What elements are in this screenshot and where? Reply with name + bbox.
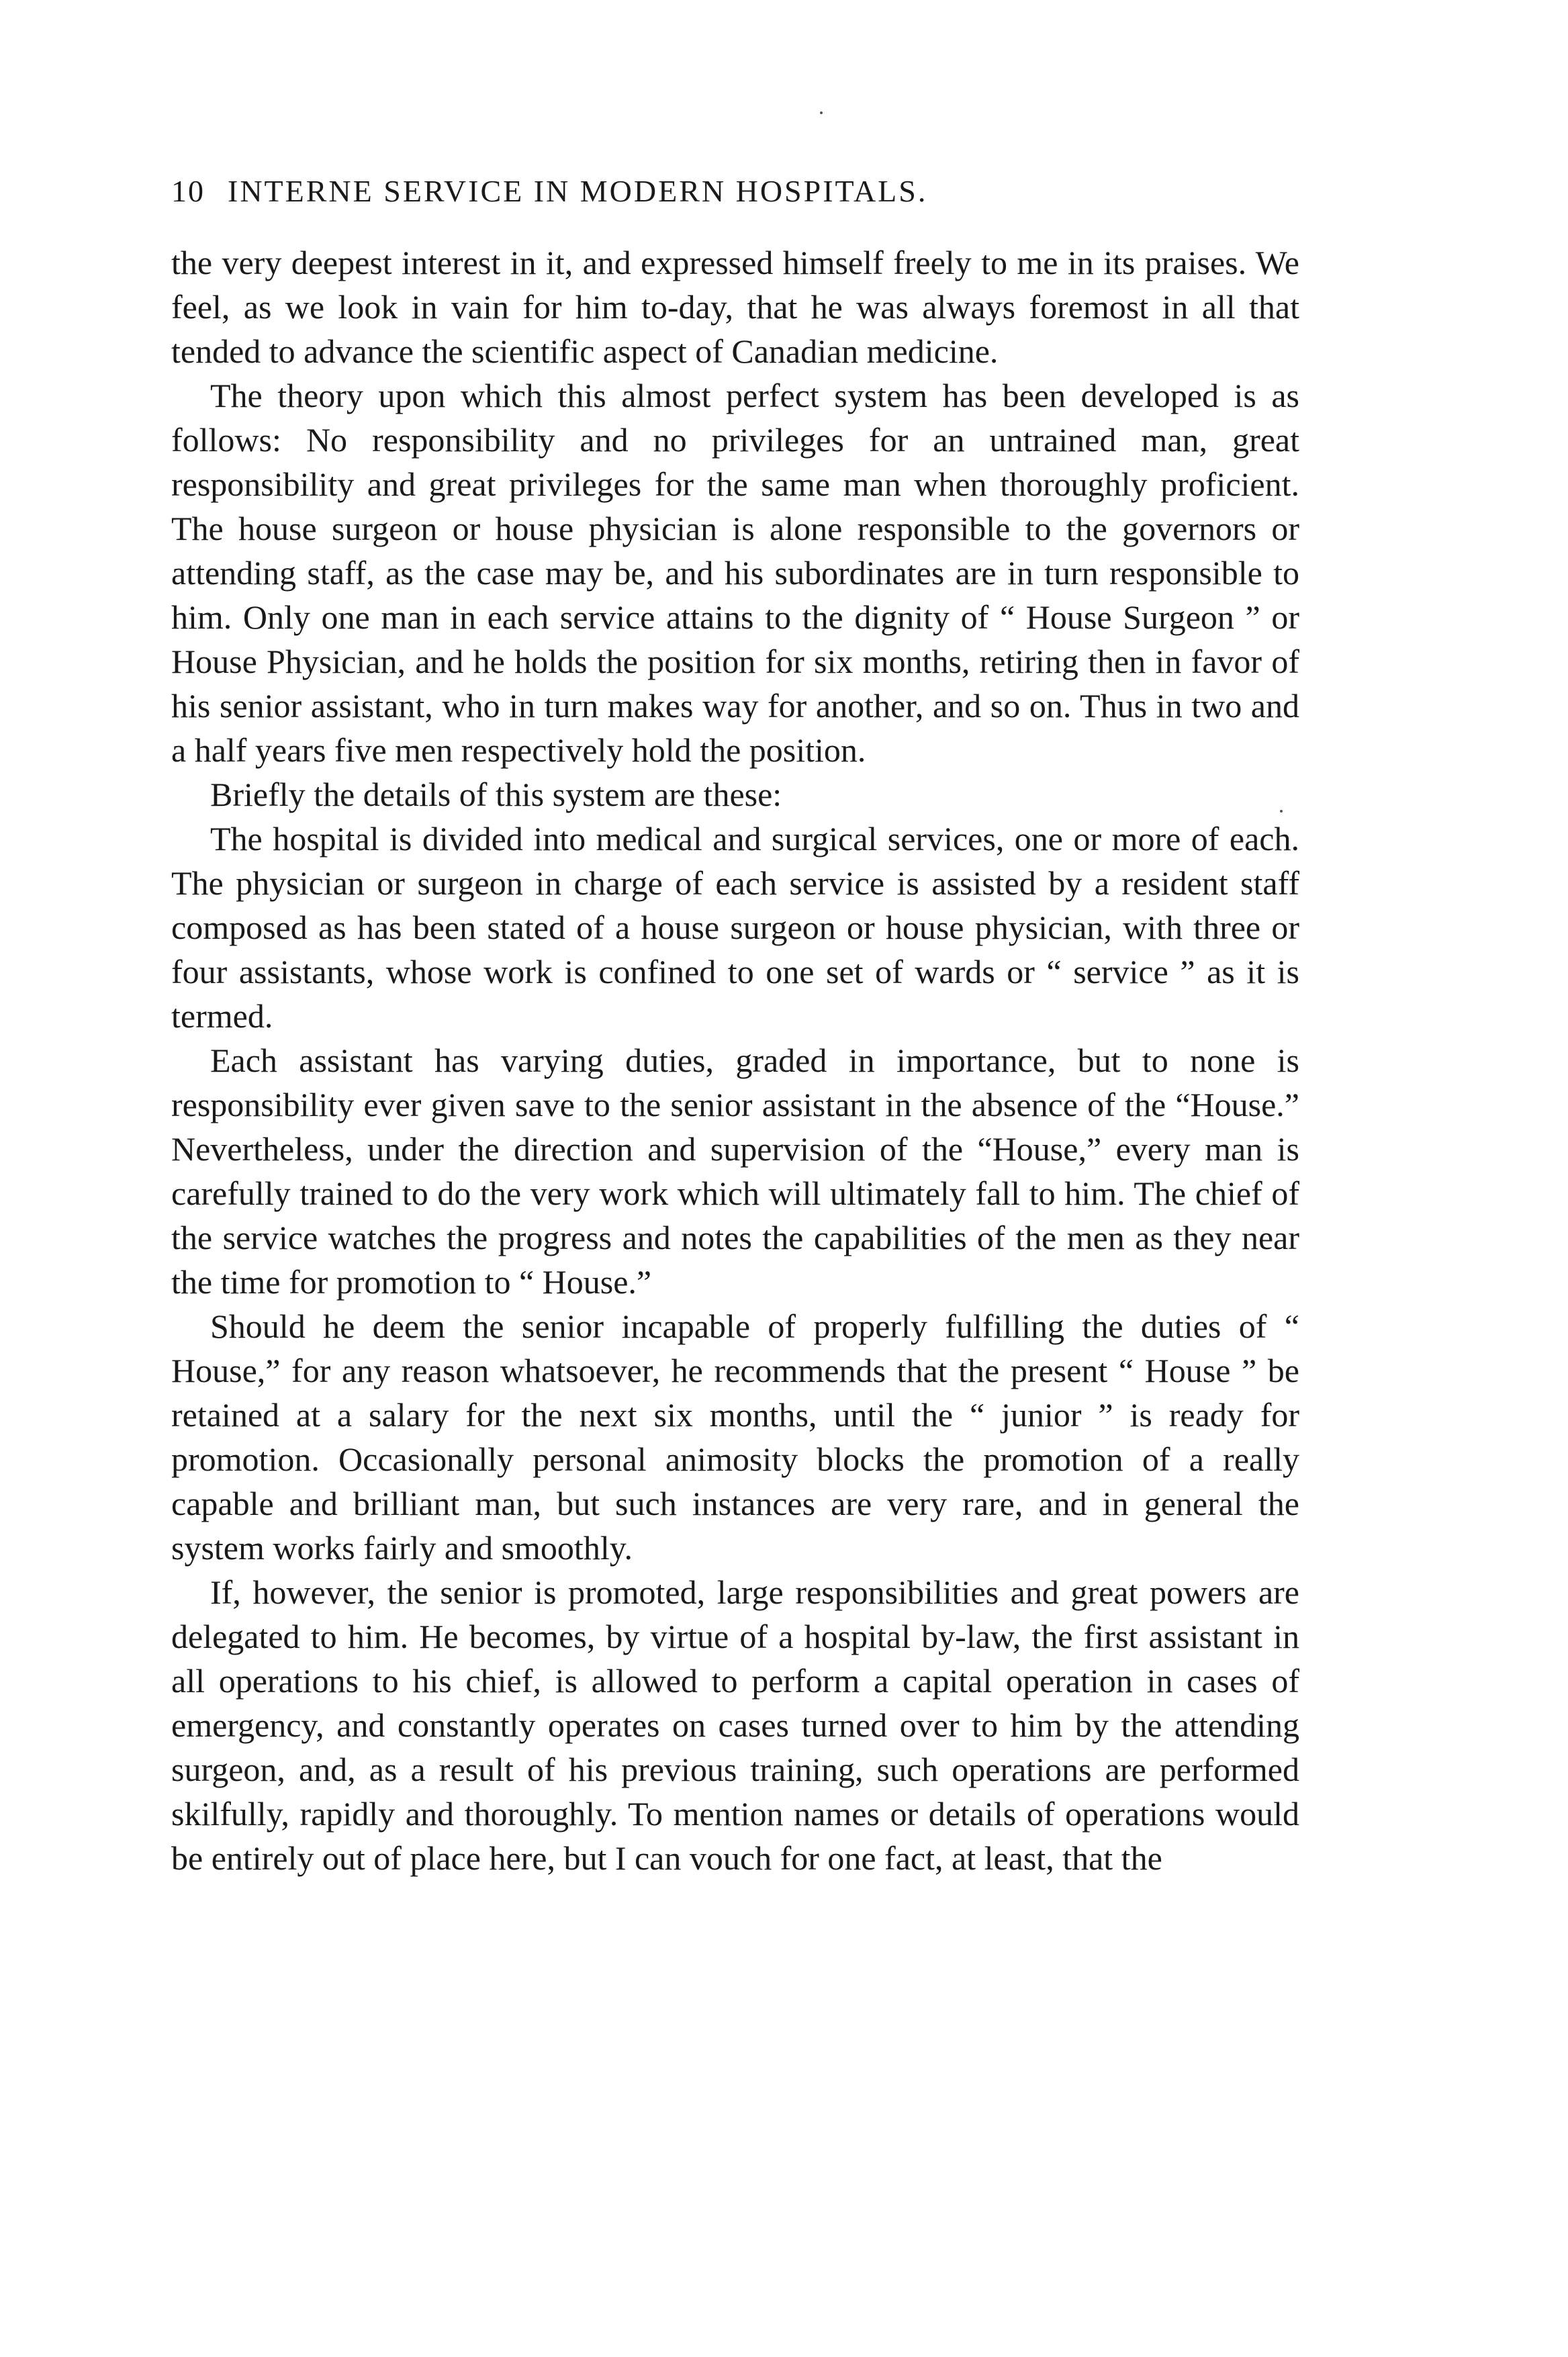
paragraph: The theory upon which this almost perfect system has been developed is as follows: No responsibility and no privileges for an untrained man, great responsibility and great privileges for the same man when thoroughly proficient. The house surgeon or house physician is alone responsible to the governors or attending staff, as the case may be, and his subordinates are in turn responsible to him. Only one man in each service attains to the dignity of “ House Surgeon ” or House Physician, and he holds the position for six months, retiring then in favor of his senior assistant, who in turn makes way for another, and so on. Thus in two and a half years five men respectively hold the position. xyxy=(171,377,1299,769)
paragraph: If, however, the senior is promoted, large responsibilities and great powers are delegated to him. He becomes, by virtue of a hospital by-law, the first assistant in all operations to his chief, is allowed to perform a capital operation in cases of emergency, and constantly operates on cases turned over to him by the attending surgeon, and, as a result of his previous training, such operations are performed skilfully, rapidly and thoroughly. To mention names or details of operations would be entirely out of place here, but I can vouch for one fact, at least, that the xyxy=(171,1573,1299,1877)
paragraph: The hospital is divided into medical and surgical services, one or more of each. The physician or surgeon in charge of each service is assisted by a resident staff composed as has been stated of a house surgeon or house physician, with three or four assistants, whose work is confined to one set of wards or “ service ” as it is termed. xyxy=(171,820,1299,1035)
paragraph: Each assistant has varying duties, graded in importance, but to none is responsibility ever given save to the senior assistant in the absence of the “House.” Nevertheless, under the direction and supervision of the “House,” every man is carefully trained to do the very work which will ultimately fall to him. The chief of the service watches the progress and notes the capabilities of the men as they near the time for promotion to “ House.” xyxy=(171,1042,1299,1301)
body-text xyxy=(171,240,1299,1880)
paragraph: the very deepest interest in it, and expressed himself freely to me in its praises. We feel, as we look in vain for him to-day, that he was always foremost in all that tended to advance the scientific aspect of Canadian medicine. xyxy=(171,244,1299,370)
paragraph: Briefly the details of this system are these: xyxy=(210,776,782,813)
running-title: INTERNE SERVICE IN MODERN HOSPITALS. xyxy=(228,174,928,208)
page-header xyxy=(171,173,1299,214)
page-number: 10 xyxy=(171,174,205,208)
scan-speck xyxy=(820,111,823,114)
paragraph: Should he deem the senior incapable of properly fulfilling the duties of “ House,” for any reason whatsoever, he recommends that the present “ House ” be retained at a salary for the next six months, until the “ junior ” is ready for promotion. Occasionally personal animosity blocks the promotion of a really capable and brilliant man, but such instances are very rare, and in general the system works fairly and smoothly. xyxy=(171,1307,1299,1567)
